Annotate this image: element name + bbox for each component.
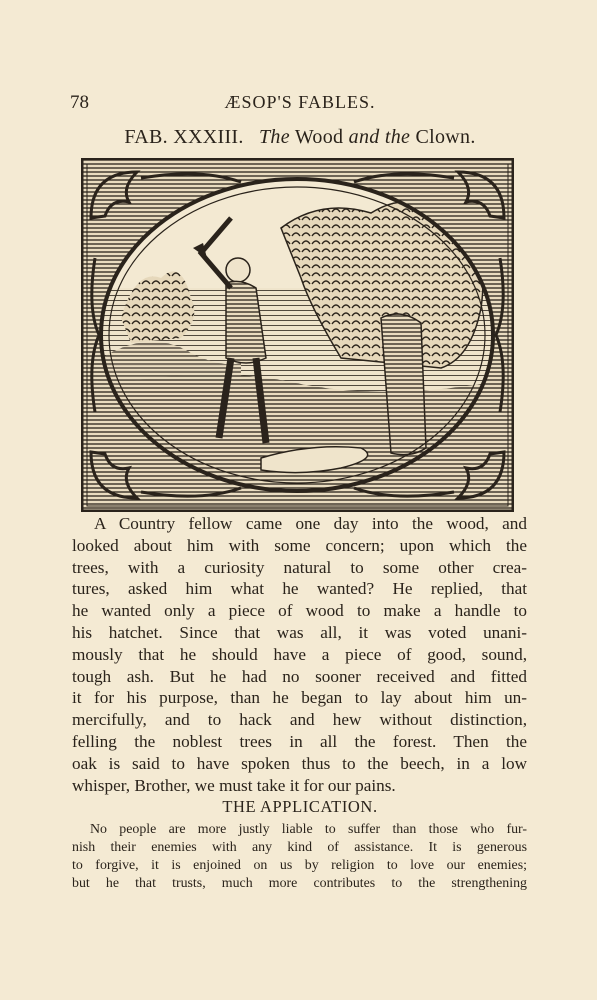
body-line: he wanted only a piece of wood to make a handle to xyxy=(72,601,527,621)
fable-title-word: Wood xyxy=(294,126,344,148)
fable-title-word: and xyxy=(348,126,380,148)
fable-title-word: the xyxy=(384,126,411,148)
application-text xyxy=(72,821,527,893)
body-line: tures, asked him what he wanted? He replied, that xyxy=(72,579,527,599)
body-line: tough ash. But he had no sooner received and fitted xyxy=(72,666,527,686)
body-line: his hatchet. Since that was all, it was voted unani- xyxy=(72,622,527,642)
body-line: oak is said to have spoken thus to the beech, in a low xyxy=(72,753,527,773)
application-line: nish their enemies with any kind of assistance. It is generous xyxy=(72,840,527,855)
fable-title-word: Clown. xyxy=(415,126,476,148)
fable-title-word: The xyxy=(258,126,290,148)
body-line: mously that he should have a piece of good, sound, xyxy=(72,644,527,664)
fable-heading xyxy=(70,126,530,149)
running-head xyxy=(70,92,530,114)
body-line: felling the noblest trees in all the forest. Then the xyxy=(72,731,527,751)
body-line: looked about him with some concern; upon which the xyxy=(72,535,527,555)
running-title: ÆSOP'S FABLES. xyxy=(224,92,376,112)
application-line: No people are more justly liable to suffer than those who fur- xyxy=(90,822,527,837)
fable-number: FAB. XXXIII. xyxy=(124,126,244,148)
body-line: mercifully, and to hack and hew without distinction, xyxy=(72,710,527,730)
woodcut-illustration xyxy=(81,158,514,512)
body-line: A Country fellow came one day into the wood, and xyxy=(94,514,527,533)
fable-body xyxy=(72,513,527,796)
body-line: trees, with a curiosity natural to some other crea- xyxy=(72,557,527,577)
body-line: whisper, Brother, we must take it for our pains. xyxy=(72,775,396,795)
application-heading: THE APPLICATION. xyxy=(222,797,378,816)
application-line: to forgive, it is enjoined on us by religion to love our enemies; xyxy=(72,858,527,873)
page-number: 78 xyxy=(70,92,89,113)
application-line: but he that trusts, much more contributes to the strengthening xyxy=(72,876,527,891)
body-line: it for his purpose, than he began to lay about him un- xyxy=(72,688,527,708)
